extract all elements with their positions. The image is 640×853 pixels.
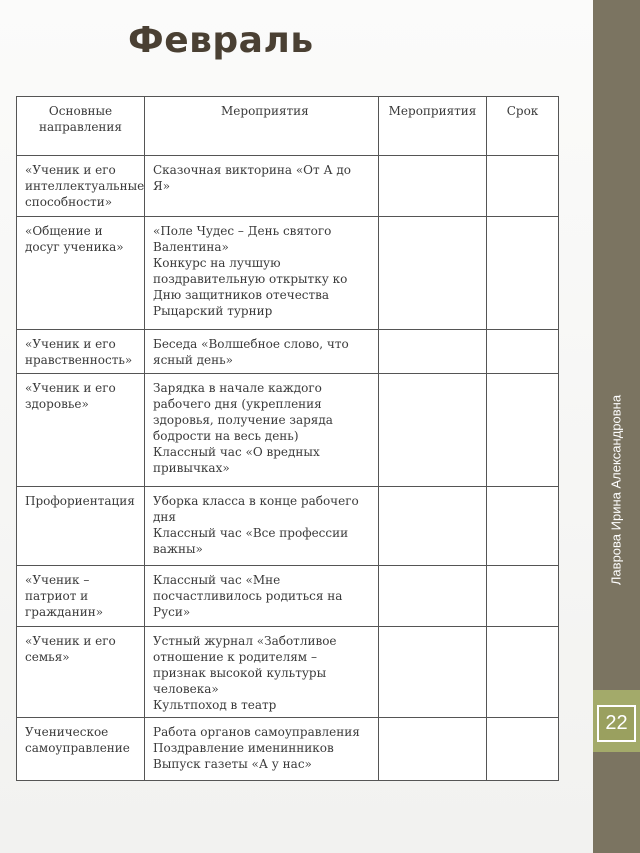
header-term: Срок	[487, 97, 559, 156]
table-row	[17, 487, 559, 566]
event-item: Работа органов самоуправления	[153, 725, 360, 739]
event-item: Сказочная викторина «От А до Я»	[153, 163, 351, 193]
event-item: Классный час «Все профессии важны»	[153, 526, 349, 556]
events-2-cell	[379, 217, 487, 330]
term-cell	[487, 627, 559, 718]
table-header-row	[17, 97, 559, 156]
header-events: Мероприятия	[145, 97, 379, 156]
direction-cell: «Ученик и его нравственность»	[17, 330, 145, 374]
events-cell	[145, 156, 379, 217]
events-cell	[145, 627, 379, 718]
events-2-cell	[379, 718, 487, 781]
table-row	[17, 217, 559, 330]
events-2-cell	[379, 374, 487, 487]
direction-cell: «Ученик и его интеллектуальные способности»	[17, 156, 145, 217]
event-item: Классный час «Мне посчастливилось родиться на Руси»	[153, 573, 343, 619]
term-cell	[487, 217, 559, 330]
events-cell	[145, 217, 379, 330]
events-cell	[145, 330, 379, 374]
event-item: Рыцарский турнир	[153, 304, 273, 318]
event-item: Выпуск газеты «А у нас»	[153, 757, 312, 771]
events-2-cell	[379, 627, 487, 718]
term-cell	[487, 718, 559, 781]
event-item: Зарядка в начале каждого рабочего дня (укрепления здоровья, получение заряда бодрости на весь день)	[153, 381, 333, 443]
table-row	[17, 330, 559, 374]
author-name: Лаврова Ирина Александровна	[608, 394, 624, 586]
events-2-cell	[379, 330, 487, 374]
term-cell	[487, 330, 559, 374]
events-2-cell	[379, 156, 487, 217]
event-item: Устный журнал «Заботливое отношение к родителям – признак высокой культуры человека»	[153, 634, 337, 696]
direction-cell: «Общение и досуг ученика»	[17, 217, 145, 330]
events-cell	[145, 374, 379, 487]
term-cell	[487, 487, 559, 566]
direction-cell: «Ученик и его здоровье»	[17, 374, 145, 487]
table-row	[17, 156, 559, 217]
events-2-cell	[379, 566, 487, 627]
direction-cell: Ученическое самоуправление	[17, 718, 145, 781]
event-item: Поздравление именинников	[153, 741, 334, 755]
table-row	[17, 718, 559, 781]
direction-cell: Профориентация	[17, 487, 145, 566]
event-item: Культпоход в театр	[153, 698, 277, 712]
events-cell	[145, 718, 379, 781]
header-events-2: Мероприятия	[379, 97, 487, 156]
term-cell	[487, 566, 559, 627]
page-number: 22	[597, 705, 636, 742]
header-directions: Основные направления	[17, 97, 145, 156]
plan-table	[16, 96, 559, 781]
event-item: «Поле Чудес – День святого Валентина»	[153, 224, 332, 254]
table-row	[17, 566, 559, 627]
event-item: Беседа «Волшебное слово, что ясный день»	[153, 337, 349, 367]
table-row	[17, 374, 559, 487]
event-item: Конкурс на лучшую поздравительную открытку ко Дню защитников отечества	[153, 256, 348, 302]
event-item: Классный час «О вредных привычках»	[153, 445, 320, 475]
event-item: Уборка класса в конце рабочего дня	[153, 494, 359, 524]
direction-cell: «Ученик – патриот и гражданин»	[17, 566, 145, 627]
events-cell	[145, 487, 379, 566]
events-cell	[145, 566, 379, 627]
slide-title: Февраль	[128, 20, 314, 61]
direction-cell: «Ученик и его семья»	[17, 627, 145, 718]
table-row	[17, 627, 559, 718]
term-cell	[487, 374, 559, 487]
events-2-cell	[379, 487, 487, 566]
term-cell	[487, 156, 559, 217]
